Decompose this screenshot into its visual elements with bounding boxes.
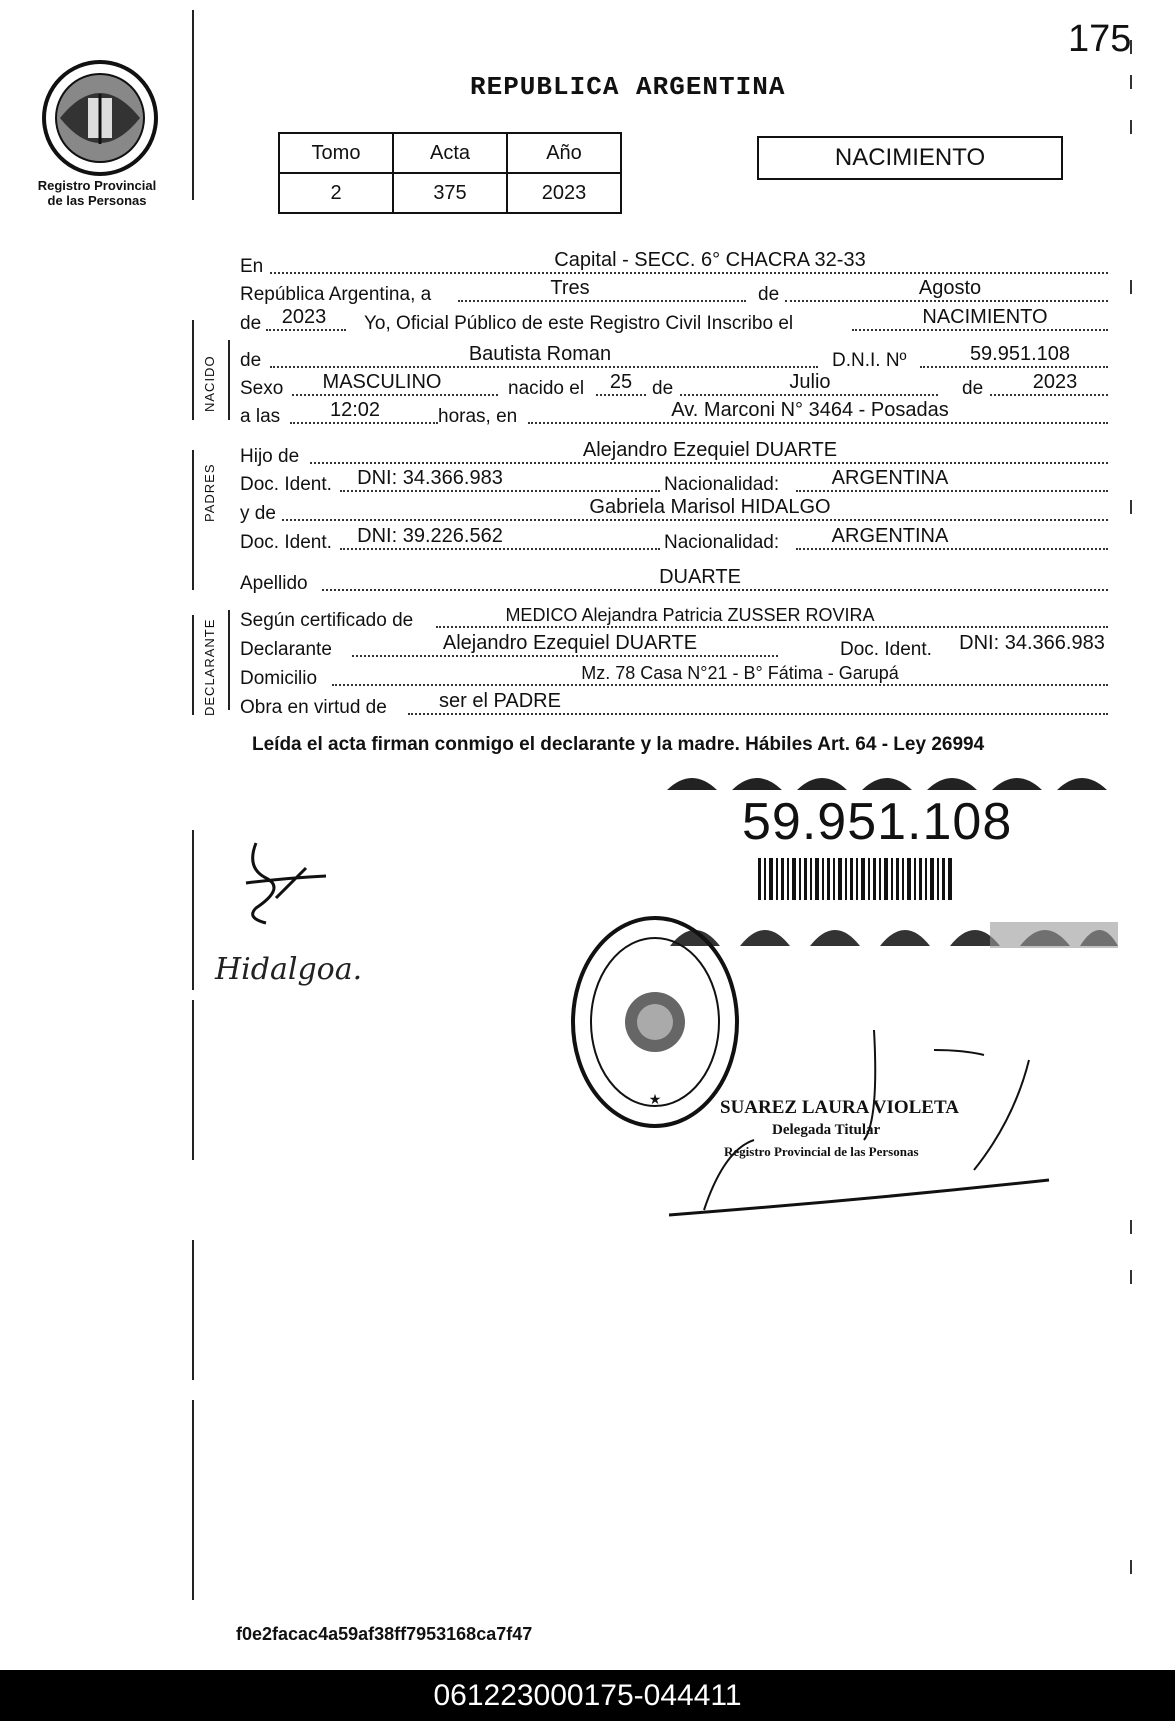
record-type-box: NACIMIENTO [757, 136, 1063, 180]
label-de: de [652, 378, 674, 399]
side-label-declarante: DECLARANTE [202, 618, 217, 716]
mother-signature: Hidalgoa. [215, 952, 363, 987]
margin-line [192, 10, 194, 200]
margin-dash [1130, 1270, 1132, 1284]
margin-line [192, 320, 194, 420]
record-header-anio: Año [507, 133, 621, 173]
label-a-las: a las [240, 406, 281, 427]
field-dni: 59.951.108 [969, 343, 1071, 365]
dotted-line [310, 462, 1108, 464]
closing-note: Leída el acta firman conmigo el declarante y la madre. Hábiles Art. 64 - Ley 26994 [252, 734, 985, 755]
label-horas-en: horas, en [438, 406, 518, 427]
row-obra-virtud [240, 689, 1110, 719]
margin-dash [1130, 1220, 1132, 1234]
label-de: de [240, 313, 262, 334]
label-declarante: Declarante [240, 639, 332, 660]
dotted-line [340, 548, 660, 550]
row-fecha [240, 276, 1110, 306]
dotted-line [270, 366, 818, 368]
dotted-line [458, 300, 746, 302]
row-domicilio [240, 660, 1110, 690]
margin-line [192, 615, 194, 715]
field-madre-nac: ARGENTINA [831, 525, 949, 547]
field-nombre: Bautista Roman [468, 343, 612, 365]
dotted-line [340, 490, 660, 492]
record-value-acta: 375 [393, 173, 507, 213]
dotted-line [292, 394, 498, 396]
field-obra-virtud: ser el PADRE [439, 690, 561, 712]
field-lugar-nacimiento: Av. Marconi N° 3464 - Posadas [671, 399, 949, 421]
margin-line [192, 450, 194, 590]
field-declarante: Alejandro Ezequiel DUARTE [442, 632, 698, 654]
row-apellido [240, 565, 1110, 595]
dotted-line [920, 366, 1108, 368]
page-number: 175 [1068, 18, 1132, 60]
field-declarante-doc: DNI: 34.366.983 [959, 632, 1105, 654]
record-table [278, 132, 622, 214]
label-apellido: Apellido [240, 573, 308, 594]
label-y-de: y de [240, 503, 276, 524]
field-sexo: MASCULINO [322, 371, 442, 393]
dotted-line [436, 626, 1108, 628]
field-inscripcion: NACIMIENTO [922, 306, 1048, 328]
record-value-tomo: 2 [279, 173, 393, 213]
row-lugar [240, 248, 1110, 278]
registry-caption-line2: de las Personas [47, 193, 147, 208]
dotted-line [332, 684, 1108, 686]
label-dni-no: D.N.I. Nº [832, 350, 907, 371]
margin-dash [1130, 75, 1132, 89]
label-sexo: Sexo [240, 378, 284, 399]
field-hora: 12:02 [329, 399, 381, 421]
label-de: de [240, 350, 262, 371]
field-madre: Gabriela Marisol HIDALGO [589, 496, 831, 518]
official-signature-strokes-icon [664, 1020, 1064, 1220]
field-nac-mes: Julio [789, 371, 831, 393]
security-number: 59.951.108 [742, 793, 1013, 851]
label-en: En [240, 256, 264, 277]
field-dia: Tres [550, 277, 590, 299]
row-inscripcion [240, 305, 1110, 335]
side-label-padres: PADRES [202, 463, 217, 522]
official-role: Delegada Titular [772, 1122, 881, 1138]
dotted-line [990, 394, 1108, 396]
margin-dash [1130, 1560, 1132, 1574]
field-certificado: MEDICO Alejandra Patricia ZUSSER ROVIRA [505, 605, 875, 625]
footer-code: 061223000175-044411 [0, 1670, 1175, 1721]
record-header-tomo: Tomo [279, 133, 393, 173]
label-yo-oficial: Yo, Oficial Público de este Registro Civil Inscribo el [364, 313, 794, 334]
row-madre-doc [240, 524, 1110, 554]
label-obra-virtud: Obra en virtud de [240, 697, 387, 718]
label-doc-ident: Doc. Ident. [840, 639, 932, 660]
label-nacionalidad: Nacionalidad: [664, 532, 780, 553]
label-segun-certificado: Según certificado de [240, 610, 414, 631]
field-nac-anio: 2023 [1032, 371, 1078, 393]
dotted-line [852, 329, 1108, 331]
registry-logo-icon [40, 58, 160, 178]
document-hash: f0e2facac4a59af38ff7953168ca7f47 [236, 1624, 533, 1644]
official-name: SUAREZ LAURA VIOLETA [720, 1097, 959, 1118]
field-mes: Agosto [918, 277, 982, 299]
label-doc-ident: Doc. Ident. [240, 474, 332, 495]
dotted-line [282, 519, 1108, 521]
margin-line [192, 1000, 194, 1160]
field-padre-nac: ARGENTINA [831, 467, 949, 489]
dotted-line [352, 655, 778, 657]
dotted-line [528, 422, 1108, 424]
label-hijo-de: Hijo de [240, 446, 300, 467]
field-padre-doc: DNI: 34.366.983 [357, 467, 503, 489]
label-doc-ident: Doc. Ident. [240, 532, 332, 553]
row-hora-lugar [240, 398, 1110, 428]
registry-caption [22, 178, 172, 208]
field-domicilio: Mz. 78 Casa N°21 - B° Fátima - Garupá [581, 663, 899, 683]
field-padre: Alejandro Ezequiel DUARTE [582, 439, 838, 461]
barcode-icon [758, 858, 954, 900]
row-nombre [240, 342, 1110, 372]
dotted-line [785, 300, 1108, 302]
margin-line [228, 340, 230, 420]
label-domicilio: Domicilio [240, 668, 318, 689]
row-certificado [240, 602, 1110, 632]
dotted-line [596, 394, 646, 396]
margin-dash [1130, 500, 1132, 514]
dotted-line [680, 394, 938, 396]
row-madre [240, 495, 1110, 525]
country-title: REPUBLICA ARGENTINA [470, 72, 786, 102]
field-anio: 2023 [281, 306, 327, 328]
margin-line [228, 610, 230, 710]
row-padre-doc [240, 466, 1110, 496]
margin-dash [1130, 280, 1132, 294]
record-value-anio: 2023 [507, 173, 621, 213]
row-padre [240, 438, 1110, 468]
label-nacionalidad: Nacionalidad: [664, 474, 780, 495]
side-label-nacido: NACIDO [202, 355, 217, 412]
dotted-line [796, 490, 1108, 492]
registry-caption-line1: Registro Provincial [37, 178, 157, 193]
label-republica: República Argentina, a [240, 284, 432, 305]
dotted-line [290, 422, 438, 424]
dotted-line [322, 589, 1108, 591]
label-de: de [758, 284, 780, 305]
field-nac-dia: 25 [609, 371, 633, 393]
label-de: de [962, 378, 984, 399]
label-nacido-el: nacido el [508, 378, 585, 399]
official-org: Registro Provincial de las Personas [724, 1144, 919, 1159]
margin-line [192, 830, 194, 990]
signature-strokes-icon [236, 838, 336, 928]
record-header-acta: Acta [393, 133, 507, 173]
field-madre-doc: DNI: 39.226.562 [357, 525, 503, 547]
dotted-line [266, 329, 346, 331]
row-declarante [240, 631, 1110, 661]
dotted-line [796, 548, 1108, 550]
dotted-line [270, 272, 1108, 274]
field-lugar: Capital - SECC. 6° CHACRA 32-33 [554, 249, 866, 271]
field-apellido: DUARTE [659, 566, 741, 588]
margin-dash [1130, 120, 1132, 134]
security-pattern-icon [662, 766, 1112, 792]
row-sexo [240, 370, 1110, 400]
margin-line [192, 1400, 194, 1600]
margin-line [192, 1240, 194, 1380]
svg-text:★: ★ [648, 1092, 662, 1108]
dotted-line [408, 713, 1108, 715]
